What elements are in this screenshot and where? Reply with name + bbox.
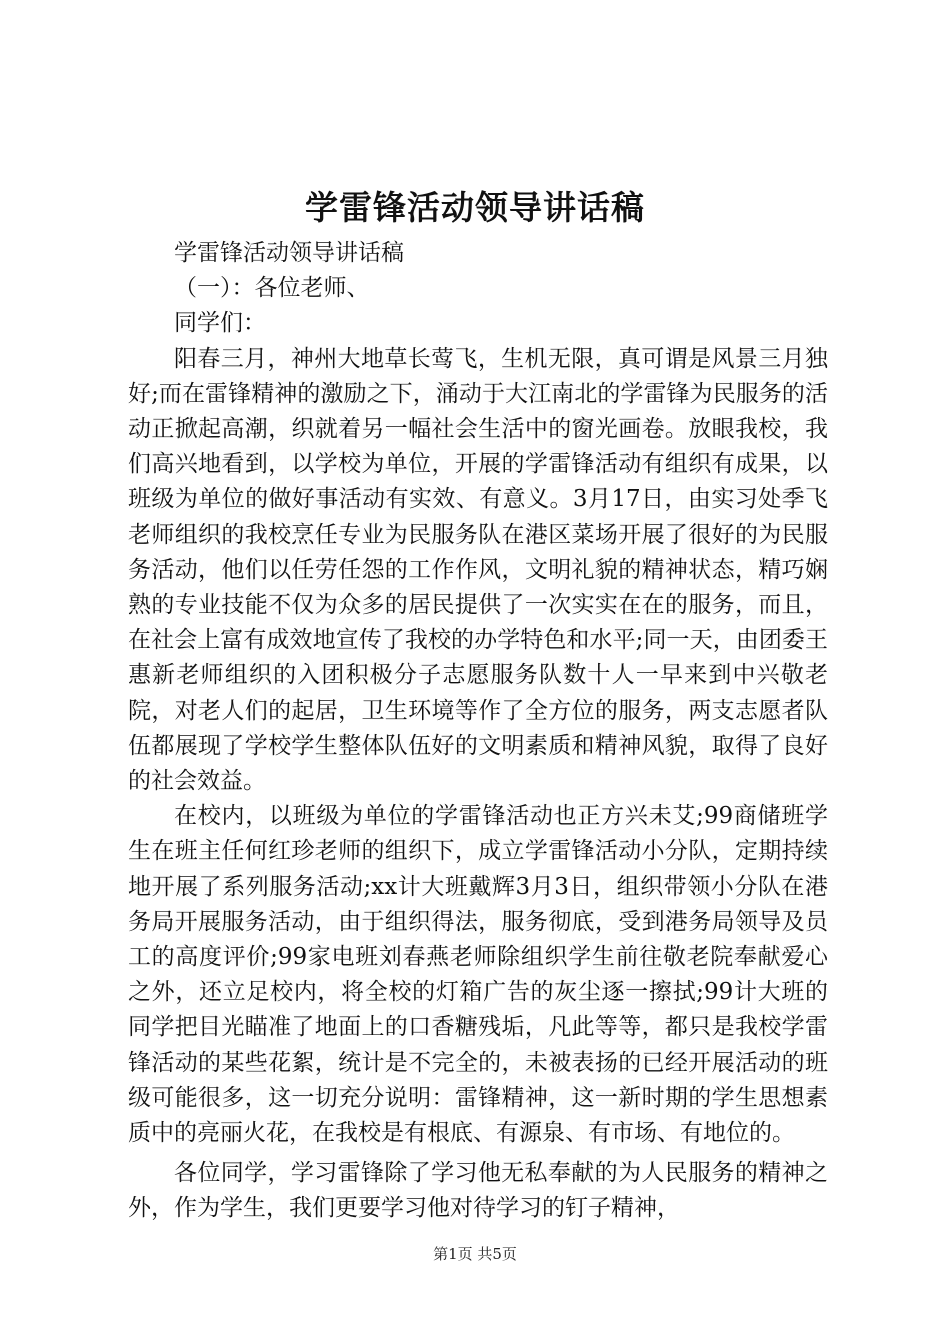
document-title: 学雷锋活动领导讲话稿 bbox=[305, 188, 645, 227]
body-paragraph: 阳春三月，神州大地草长莺飞，生机无限，真可谓是风景三月独好;而在雷锋精神的激励之下，涌动于大江南北的学雷锋为民服务的活动正掀起高潮，织就着另一幅社会生活中的窗光画卷。放眼我校，我们高兴地看到，以学校为单位，开展的学雷锋活动有组织有成果，以班级为单位的做好事活动有实效、有意义。3月17日，由实习处季飞老师组织的我校烹任专业为民服务队在港区菜场开展了很好的为民服务活动，他们以任劳任怨的工作作风，文明礼貌的精神状态，精巧娴熟的专业技能不仅为众多的居民提供了一次实实在在的服务，而且，在社会上富有成效地宣传了我校的办学特色和水平;同一天，由团委王惠新老师组织的入团积极分子志愿服务队数十人一早来到中兴敬老院，对老人们的起居，卫生环境等作了全方位的服务，两支志愿者队伍都展现了学校学生整体队伍好的文明素质和精神风貌，取得了良好的社会效益。 bbox=[128, 345, 828, 795]
page-footer: 第1页 共5页 bbox=[433, 1245, 517, 1263]
salutation-line: 同学们： bbox=[174, 310, 266, 337]
intro-line: 学雷锋活动领导讲话稿 bbox=[174, 240, 404, 266]
intro-line: （一）：各位老师、 bbox=[174, 275, 370, 302]
body-paragraph: 各位同学，学习雷锋除了学习他无私奉献的为人民服务的精神之外，作为学生，我们更要学习他对待学习的钉子精神， bbox=[128, 1160, 828, 1222]
document-body bbox=[128, 236, 828, 1227]
body-paragraph: 在校内，以班级为单位的学雷锋活动也正方兴未艾;99商储班学生在班主任何红珍老师的组织下，成立学雷锋活动小分队，定期持续地开展了系列服务活动;xx计大班戴辉3月3日，组织带领小分队在港务局开展服务活动，由于组织得法，服务彻底，受到港务局领导及员工的高度评价;99家电班刘春燕老师除组织学生前往敬老院奉献爱心之外，还立足校内，将全校的灯箱广告的灰尘逐一擦拭;99计大班的同学把目光瞄准了地面上的口香糖残垢，凡此等等，都只是我校学雷锋活动的某些花絮，统计是不完全的，未被表扬的已经开展活动的班级可能很多，这一切充分说明：雷锋精神，这一新时期的学生思想素质中的亮丽火花，在我校是有根底、有源泉、有市场、有地位的。 bbox=[128, 803, 828, 1147]
